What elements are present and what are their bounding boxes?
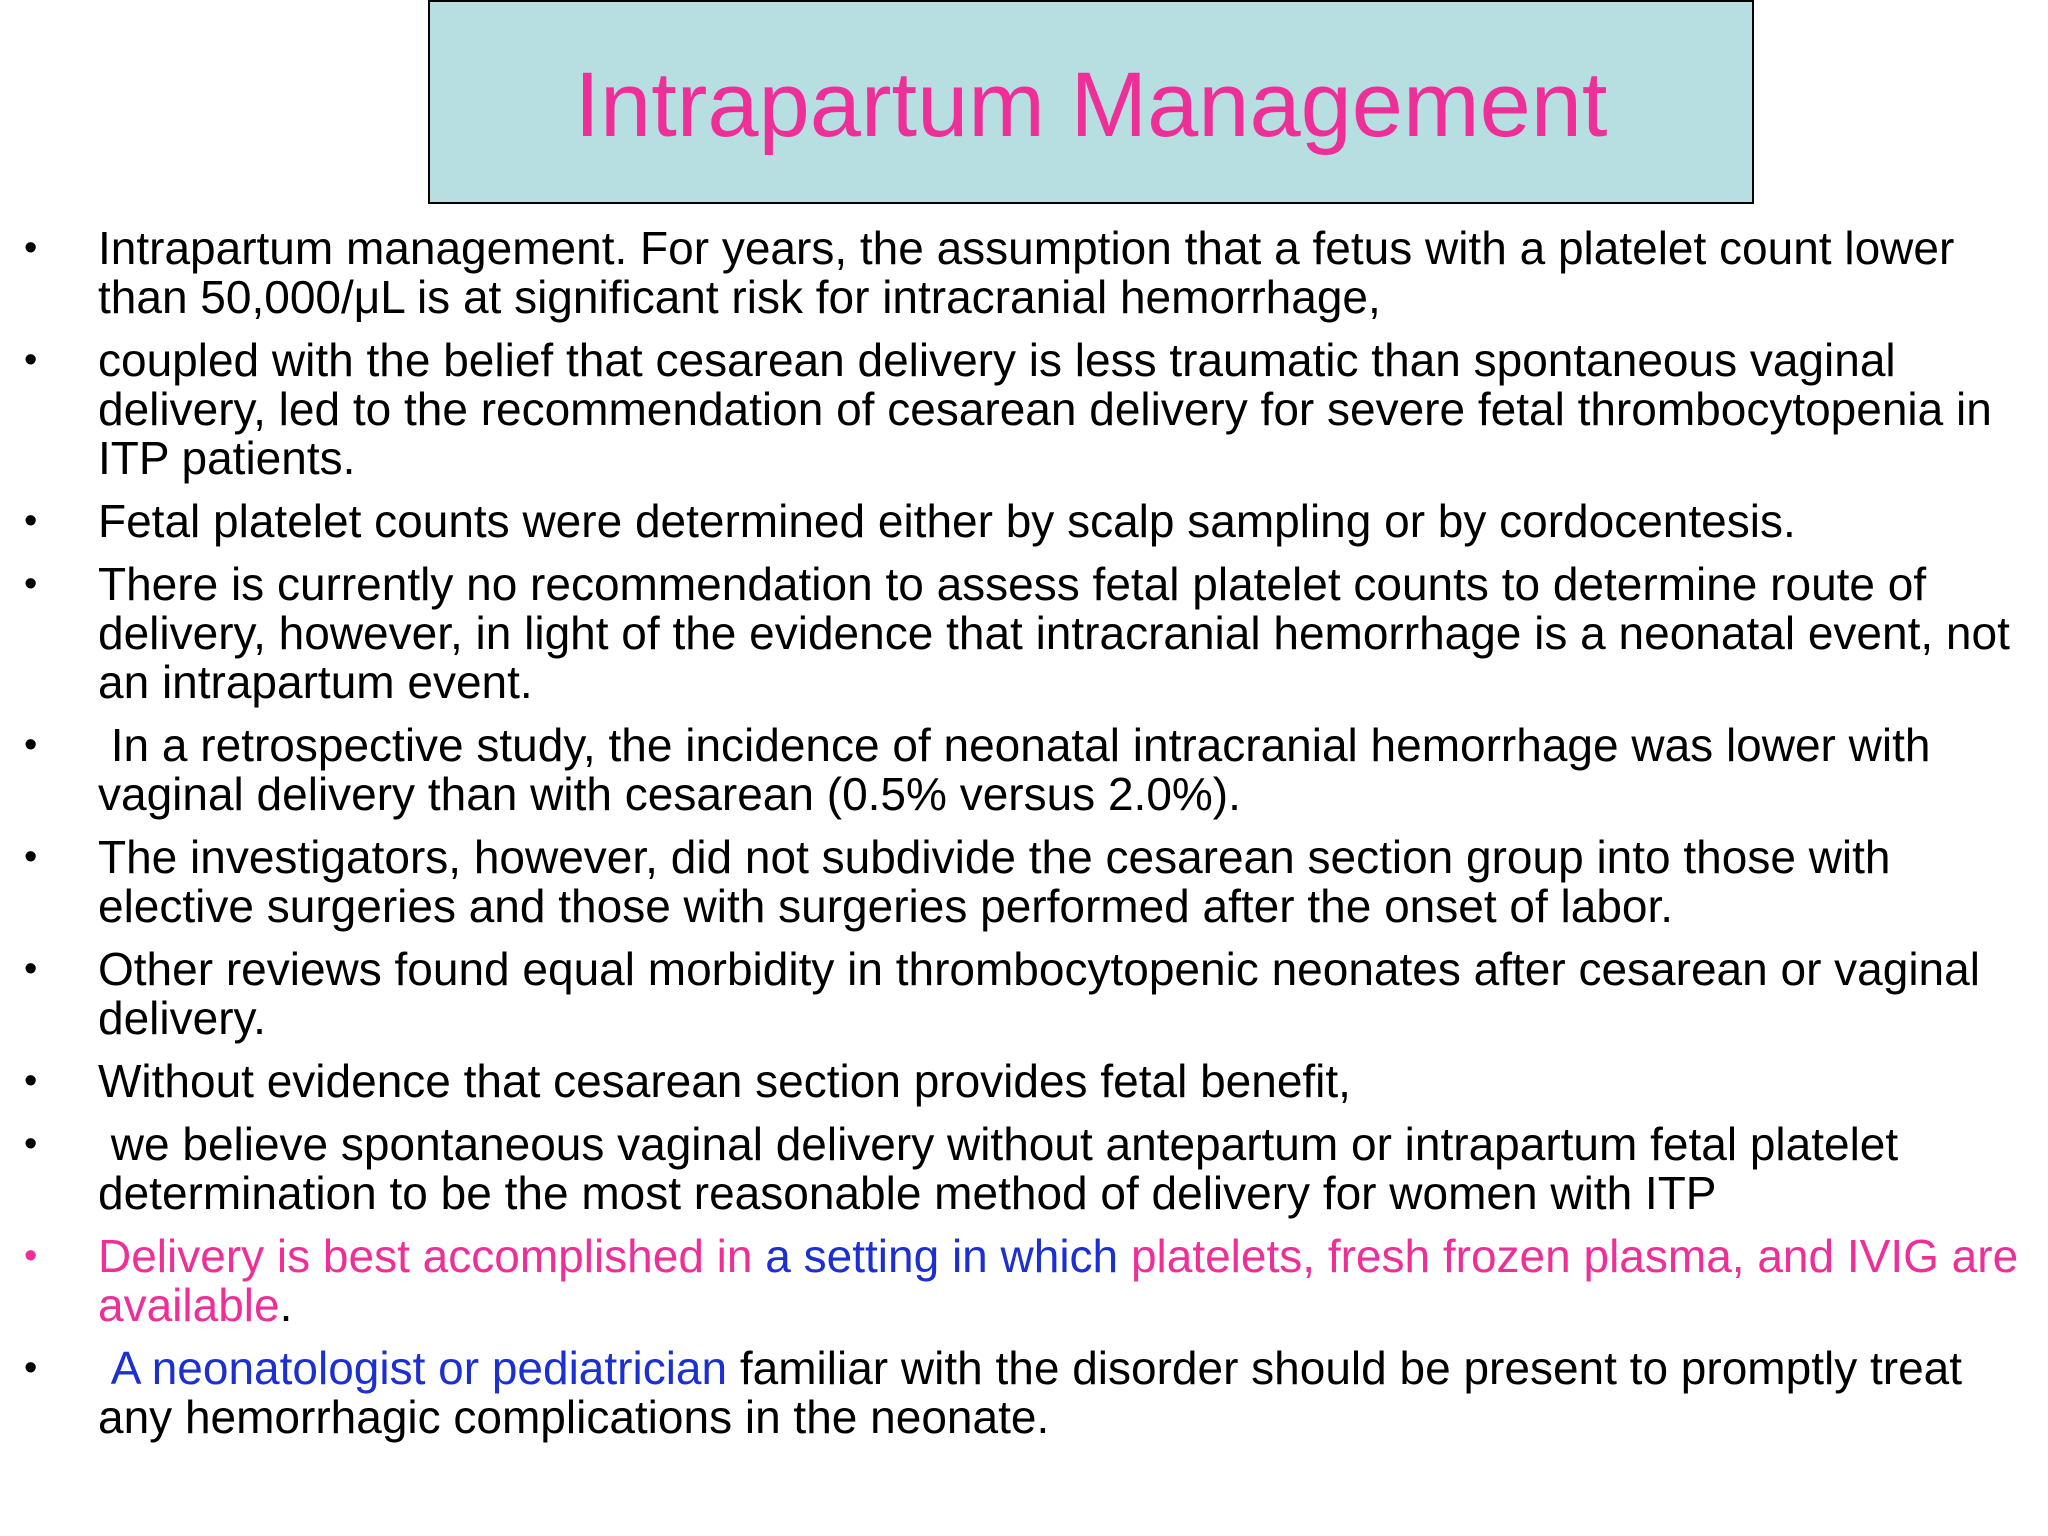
- bullet-segment-pink: Delivery is best accomplished in: [98, 1230, 766, 1282]
- bullet-text: Other reviews found equal morbidity in thrombocytopenic neonates after cesarean or vaginal delivery.: [98, 943, 1980, 1044]
- bullet-dot-icon: •: [24, 1235, 38, 1277]
- bullet-segment-blue: A neonatologist or pediatrician: [98, 1342, 728, 1394]
- bullet-text-mixed: [98, 1232, 2030, 1330]
- bullet-item-highlight: [0, 1232, 2048, 1330]
- bullet-segment-blue: a setting in which: [765, 1230, 1131, 1282]
- bullet-text: Without evidence that cesarean section provides fetal benefit,: [98, 1055, 1351, 1107]
- title-box: [428, 0, 1754, 204]
- bullet-item-highlight: [0, 1344, 2048, 1442]
- bullet-item: [0, 1120, 2048, 1218]
- bullet-text: coupled with the belief that cesarean delivery is less traumatic than spontaneous vaginal delivery, led to the recommendation of cesarean delivery for severe fetal thrombocytopenia in ITP patients.: [98, 334, 1992, 484]
- bullet-text: Intrapartum management. For years, the assumption that a fetus with a platelet count lower than 50,000/μL is at significant risk for intracranial hemorrhage,: [98, 222, 1955, 323]
- bullet-dot-icon: •: [24, 1123, 38, 1165]
- bullet-text: we believe spontaneous vaginal delivery without antepartum or intrapartum fetal platelet determination to be the most reasonable method of delivery for women with ITP: [98, 1118, 1911, 1219]
- slide-title: Intrapartum Management: [574, 54, 1608, 156]
- bullet-text: In a retrospective study, the incidence of neonatal intracranial hemorrhage was lower with vaginal delivery than with cesarean (0.5% versus 2.0%).: [98, 719, 1944, 820]
- bullet-dot-icon: •: [24, 227, 38, 269]
- bullet-item: [0, 1057, 2048, 1106]
- bullet-dot-icon: •: [24, 563, 38, 605]
- bullet-text: There is currently no recommendation to assess fetal platelet counts to determine route of delivery, however, in light of the evidence that intracranial hemorrhage is a neonatal event, not an intrapartum event.: [98, 558, 2010, 708]
- bullet-text: The investigators, however, did not subdivide the cesarean section group into those with elective surgeries and those with surgeries performed after the onset of labor.: [98, 831, 1891, 932]
- bullet-text-mixed: [98, 1344, 2030, 1442]
- bullet-dot-icon: •: [24, 1347, 38, 1389]
- bullet-dot-icon: •: [24, 1060, 38, 1102]
- bullet-list: [0, 224, 2048, 1456]
- bullet-dot-icon: •: [24, 500, 38, 542]
- bullet-item: [0, 224, 2048, 322]
- bullet-item: [0, 560, 2048, 707]
- bullet-item: [0, 497, 2048, 546]
- bullet-dot-icon: •: [24, 948, 38, 990]
- bullet-dot-icon: •: [24, 724, 38, 766]
- bullet-item: [0, 945, 2048, 1043]
- bullet-segment-black: .: [279, 1279, 293, 1331]
- bullet-segment-pink: platelets, fresh frozen plasma, and IVIG are available: [98, 1230, 2019, 1331]
- bullet-item: [0, 833, 2048, 931]
- bullet-dot-icon: •: [24, 836, 38, 878]
- bullet-segment-black: familiar with the disorder should be present to promptly treat any hemorrhagic complications in the neonate.: [98, 1342, 1963, 1443]
- bullet-dot-icon: •: [24, 339, 38, 381]
- bullet-item: [0, 336, 2048, 483]
- bullet-text: Fetal platelet counts were determined either by scalp sampling or by cordocentesis.: [98, 495, 1796, 547]
- bullet-item: [0, 721, 2048, 819]
